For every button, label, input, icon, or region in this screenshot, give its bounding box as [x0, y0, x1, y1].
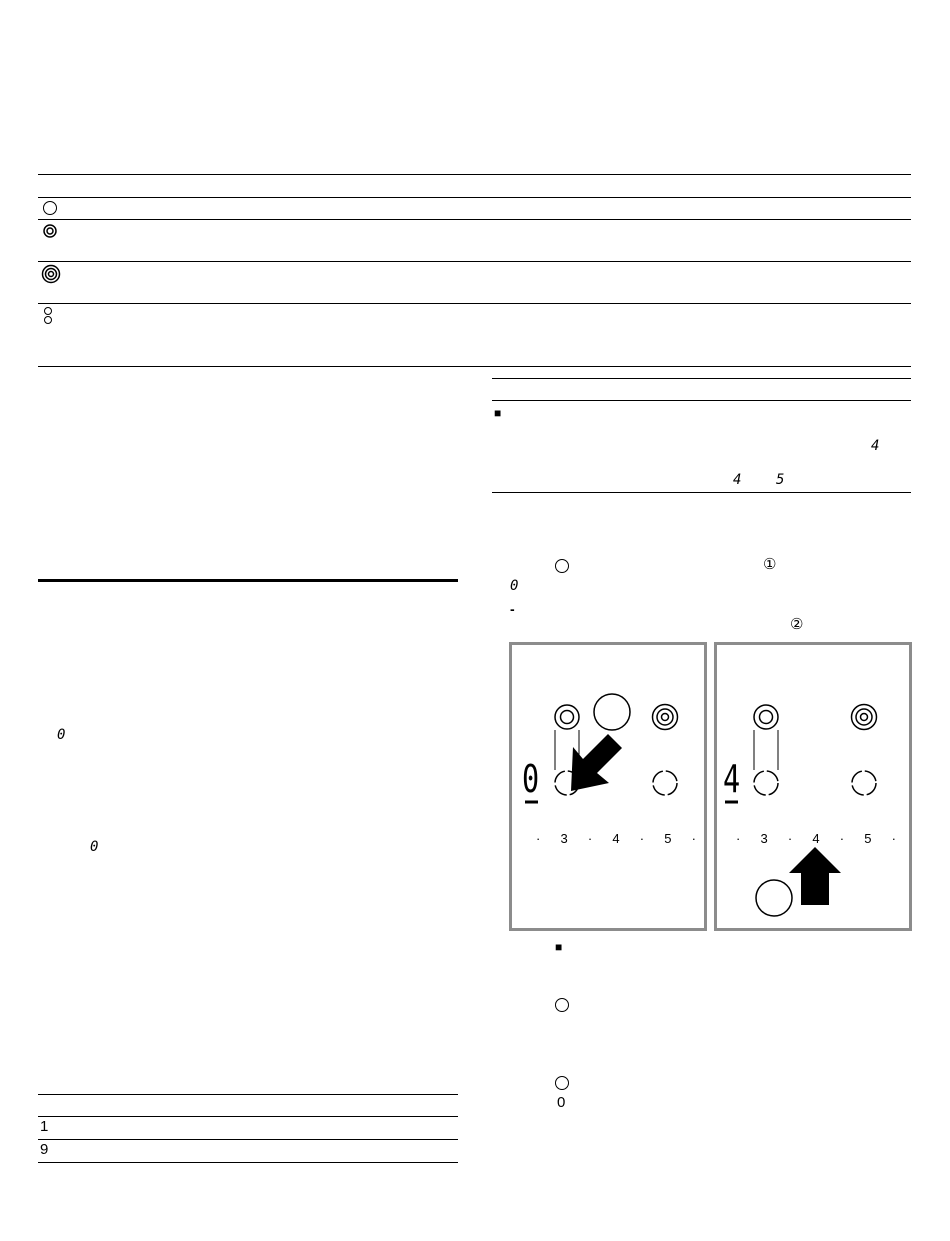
panel-left-power-scale	[536, 832, 696, 846]
callout-1-marker: ①	[763, 556, 777, 573]
scale-dot: ·	[839, 831, 845, 846]
cooktop-panel-left	[509, 642, 707, 931]
cooking-zone-icon	[554, 1075, 570, 1091]
display-four-glyph: 4	[871, 438, 880, 454]
scale-level-3[interactable]: 3	[560, 831, 568, 846]
note-table-rule-bottom	[492, 492, 911, 493]
top-table-rule-top	[38, 174, 911, 175]
single-zone-icon	[42, 200, 58, 216]
triple-zone-icon	[41, 264, 61, 284]
top-table-rule-1	[38, 219, 911, 220]
panel-left-display-digit: 0	[522, 757, 540, 801]
scale-level-5[interactable]: 5	[664, 831, 672, 846]
dual-zone-icon	[42, 223, 58, 239]
bottom-table-row-1: 1	[40, 1118, 49, 1135]
scale-dot: ·	[639, 831, 645, 846]
section-heading-rule	[38, 579, 458, 582]
display-five-glyph: 5	[776, 472, 785, 488]
scale-dot: ·	[691, 831, 696, 846]
top-table-rule-bottom	[38, 366, 911, 367]
display-four-glyph-2: 4	[733, 472, 742, 488]
display-zero-glyph: 0	[90, 839, 99, 855]
top-table-rule-2	[38, 261, 911, 262]
top-table-rule-3	[38, 303, 911, 304]
scale-dot: ·	[891, 831, 896, 846]
scale-level-5[interactable]: 5	[864, 831, 872, 846]
scale-level-4[interactable]: 4	[612, 831, 620, 846]
bottom-table-rule-bottom	[38, 1162, 458, 1163]
note-bullet-icon: ■	[494, 406, 502, 420]
cooktop-panel-right-drawing	[717, 645, 909, 928]
scale-level-4[interactable]: 4	[812, 831, 820, 846]
panel-right-display-digit: 4	[723, 757, 741, 801]
display-zero-glyph: 0	[510, 578, 519, 594]
bottom-table-rule-top	[38, 1094, 458, 1095]
cooking-zone-icon	[554, 997, 570, 1013]
display-zero-glyph: 0	[57, 727, 66, 743]
display-dash-glyph: -	[510, 601, 515, 617]
scale-dot: ·	[787, 831, 793, 846]
cooktop-panel-left-drawing	[512, 645, 704, 928]
step-bullet-icon: ■	[555, 940, 563, 954]
scale-dot: ·	[736, 831, 741, 846]
power-level-zero-label: 0	[557, 1094, 566, 1111]
bottom-table-row-2: 9	[40, 1141, 49, 1158]
note-table-rule-header	[492, 400, 911, 401]
scale-level-3[interactable]: 3	[760, 831, 768, 846]
panel-right-power-scale	[736, 832, 896, 846]
double-oval-zone-icon	[42, 306, 54, 326]
callout-2-marker: ②	[790, 616, 804, 633]
scale-dot: ·	[587, 831, 593, 846]
scale-dot: ·	[536, 831, 541, 846]
note-table-rule-top	[492, 378, 911, 379]
cooktop-panel-right	[714, 642, 912, 931]
cooking-zone-icon	[554, 558, 570, 574]
top-table-rule-header	[38, 197, 911, 198]
bottom-table-rule-1	[38, 1139, 458, 1140]
bottom-table-rule-header	[38, 1116, 458, 1117]
